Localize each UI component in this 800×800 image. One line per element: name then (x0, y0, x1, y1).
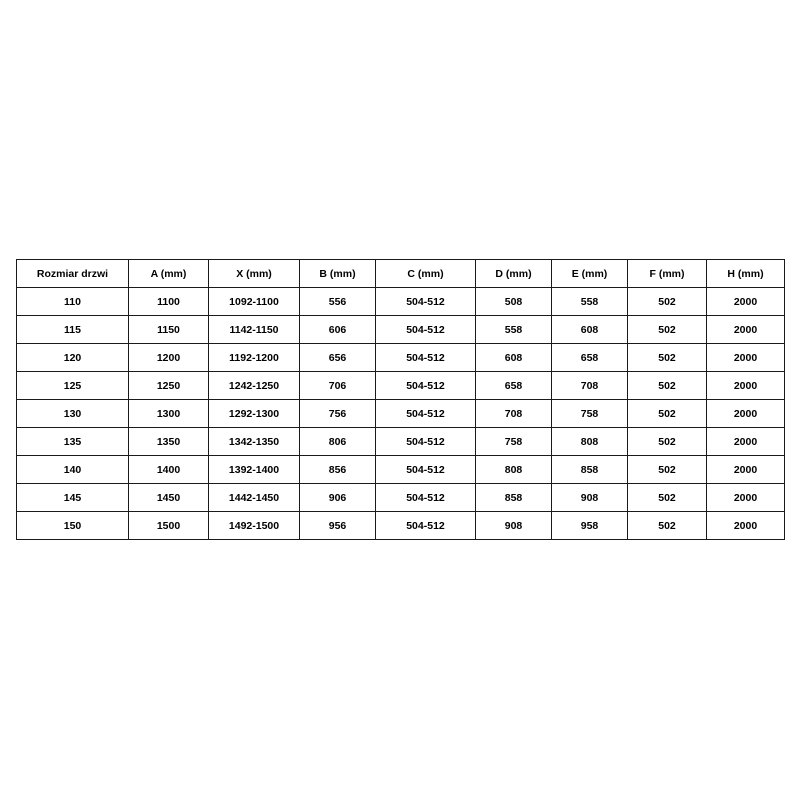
table-cell: 956 (300, 512, 376, 540)
table-header-row (17, 260, 785, 288)
table-cell: 145 (17, 484, 129, 512)
table-cell: 808 (476, 456, 552, 484)
table-cell: 658 (476, 372, 552, 400)
table-cell: 1092-1100 (209, 288, 300, 316)
table-cell: 806 (300, 428, 376, 456)
table-cell: 1242-1250 (209, 372, 300, 400)
table-cell: 135 (17, 428, 129, 456)
table-cell: 2000 (707, 512, 785, 540)
table-cell: 908 (552, 484, 628, 512)
table-cell: 502 (628, 512, 707, 540)
table-cell: 758 (552, 400, 628, 428)
table-cell: 958 (552, 512, 628, 540)
table-cell: 502 (628, 316, 707, 344)
table-cell: 808 (552, 428, 628, 456)
table-cell: 758 (476, 428, 552, 456)
table-cell: 2000 (707, 456, 785, 484)
table-cell: 110 (17, 288, 129, 316)
table-column-header: H (mm) (707, 260, 785, 288)
table-column-header: Rozmiar drzwi (17, 260, 129, 288)
table-cell: 1500 (129, 512, 209, 540)
table-cell: 1492-1500 (209, 512, 300, 540)
table-cell: 502 (628, 428, 707, 456)
table-column-header: X (mm) (209, 260, 300, 288)
table-cell: 756 (300, 400, 376, 428)
table-cell: 1192-1200 (209, 344, 300, 372)
table-cell: 1450 (129, 484, 209, 512)
table-cell: 2000 (707, 344, 785, 372)
table-cell: 130 (17, 400, 129, 428)
table-row (17, 316, 785, 344)
table-cell: 504-512 (376, 372, 476, 400)
table-row (17, 456, 785, 484)
table-cell: 858 (552, 456, 628, 484)
table-row (17, 400, 785, 428)
table-cell: 558 (552, 288, 628, 316)
table-cell: 2000 (707, 372, 785, 400)
table-cell: 502 (628, 344, 707, 372)
table-cell: 706 (300, 372, 376, 400)
table-cell: 1442-1450 (209, 484, 300, 512)
table-cell: 504-512 (376, 428, 476, 456)
table-header (17, 260, 785, 288)
table-cell: 1150 (129, 316, 209, 344)
table-cell: 140 (17, 456, 129, 484)
table-column-header: D (mm) (476, 260, 552, 288)
table-cell: 1392-1400 (209, 456, 300, 484)
table-cell: 908 (476, 512, 552, 540)
table-row (17, 484, 785, 512)
table-cell: 606 (300, 316, 376, 344)
table-cell: 115 (17, 316, 129, 344)
table-column-header: A (mm) (129, 260, 209, 288)
table-cell: 504-512 (376, 316, 476, 344)
table-cell: 502 (628, 484, 707, 512)
table-cell: 708 (552, 372, 628, 400)
table-cell: 1292-1300 (209, 400, 300, 428)
table-cell: 1300 (129, 400, 209, 428)
table-cell: 502 (628, 456, 707, 484)
table-column-header: C (mm) (376, 260, 476, 288)
table-cell: 508 (476, 288, 552, 316)
table-cell: 656 (300, 344, 376, 372)
spec-table-container (16, 259, 784, 540)
table-cell: 504-512 (376, 400, 476, 428)
table-cell: 502 (628, 372, 707, 400)
table-cell: 608 (476, 344, 552, 372)
table-cell: 502 (628, 400, 707, 428)
table-cell: 504-512 (376, 456, 476, 484)
table-cell: 906 (300, 484, 376, 512)
table-cell: 1200 (129, 344, 209, 372)
table-row (17, 372, 785, 400)
table-cell: 856 (300, 456, 376, 484)
table-cell: 658 (552, 344, 628, 372)
table-cell: 2000 (707, 288, 785, 316)
table-cell: 1342-1350 (209, 428, 300, 456)
table-row (17, 288, 785, 316)
table-cell: 1250 (129, 372, 209, 400)
table-cell: 556 (300, 288, 376, 316)
table-column-header: B (mm) (300, 260, 376, 288)
table-body (17, 288, 785, 540)
table-cell: 1100 (129, 288, 209, 316)
door-size-spec-table (16, 259, 785, 540)
table-cell: 150 (17, 512, 129, 540)
table-cell: 2000 (707, 400, 785, 428)
table-column-header: E (mm) (552, 260, 628, 288)
table-column-header: F (mm) (628, 260, 707, 288)
table-cell: 708 (476, 400, 552, 428)
table-cell: 608 (552, 316, 628, 344)
table-cell: 504-512 (376, 288, 476, 316)
table-cell: 1400 (129, 456, 209, 484)
table-cell: 502 (628, 288, 707, 316)
table-row (17, 344, 785, 372)
table-cell: 858 (476, 484, 552, 512)
table-cell: 125 (17, 372, 129, 400)
table-row (17, 428, 785, 456)
table-cell: 1350 (129, 428, 209, 456)
table-cell: 120 (17, 344, 129, 372)
table-cell: 504-512 (376, 512, 476, 540)
table-cell: 558 (476, 316, 552, 344)
table-cell: 504-512 (376, 344, 476, 372)
table-cell: 2000 (707, 316, 785, 344)
table-row (17, 512, 785, 540)
table-cell: 1142-1150 (209, 316, 300, 344)
table-cell: 2000 (707, 428, 785, 456)
table-cell: 2000 (707, 484, 785, 512)
table-cell: 504-512 (376, 484, 476, 512)
